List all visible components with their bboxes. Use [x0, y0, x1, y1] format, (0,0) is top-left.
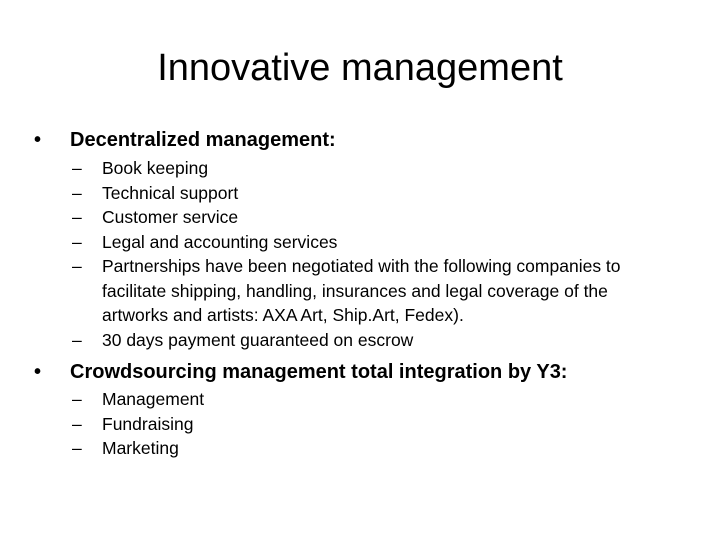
- list-item: [72, 230, 660, 255]
- list-item-text: Book keeping: [102, 158, 209, 178]
- list-item: [72, 328, 660, 353]
- bullet-text: Crowdsourcing management total integration by Y3:: [70, 361, 568, 383]
- dash-marker: –: [72, 256, 82, 276]
- bullet-marker: •: [34, 129, 42, 151]
- dash-marker: –: [72, 182, 82, 203]
- list-item-text: Marketing: [102, 438, 179, 458]
- list-item: [72, 387, 660, 412]
- bullet-marker: •: [34, 361, 42, 383]
- list-item-text: Customer service: [102, 207, 239, 227]
- list-item: [72, 156, 660, 181]
- bullet-text: Decentralized management:: [70, 129, 336, 151]
- bullet-decentralized-management: [34, 127, 680, 153]
- list-item: [72, 436, 660, 461]
- list-item: [72, 254, 660, 328]
- list-item-text: 30 days payment guaranteed on escrow: [102, 329, 414, 350]
- dash-marker: –: [72, 329, 82, 350]
- dash-marker: –: [72, 158, 82, 178]
- slide-title: Innovative management: [157, 47, 563, 89]
- list-item: [72, 205, 660, 230]
- bullet-crowdsourcing-management: [34, 359, 680, 385]
- list-item-text: Management: [102, 389, 205, 409]
- dash-marker: –: [72, 207, 82, 227]
- sublist-decentralized-management: [72, 156, 660, 352]
- sublist-crowdsourcing-management: [72, 387, 660, 461]
- list-item-text: Fundraising: [102, 413, 194, 434]
- list-item: [72, 412, 660, 437]
- list-item: [72, 181, 660, 206]
- dash-marker: –: [72, 413, 82, 434]
- list-item-text: Legal and accounting services: [102, 231, 338, 252]
- dash-marker: –: [72, 389, 82, 409]
- dash-marker: –: [72, 438, 82, 458]
- list-item-text: Technical support: [102, 182, 239, 203]
- list-item-text: Partnerships have been negotiated with the following companies to facilitate shipping, handling, insurances and legal coverage of the artworks and artists: AXA Art, Ship.Art, Fedex).: [102, 256, 621, 325]
- dash-marker: –: [72, 231, 82, 252]
